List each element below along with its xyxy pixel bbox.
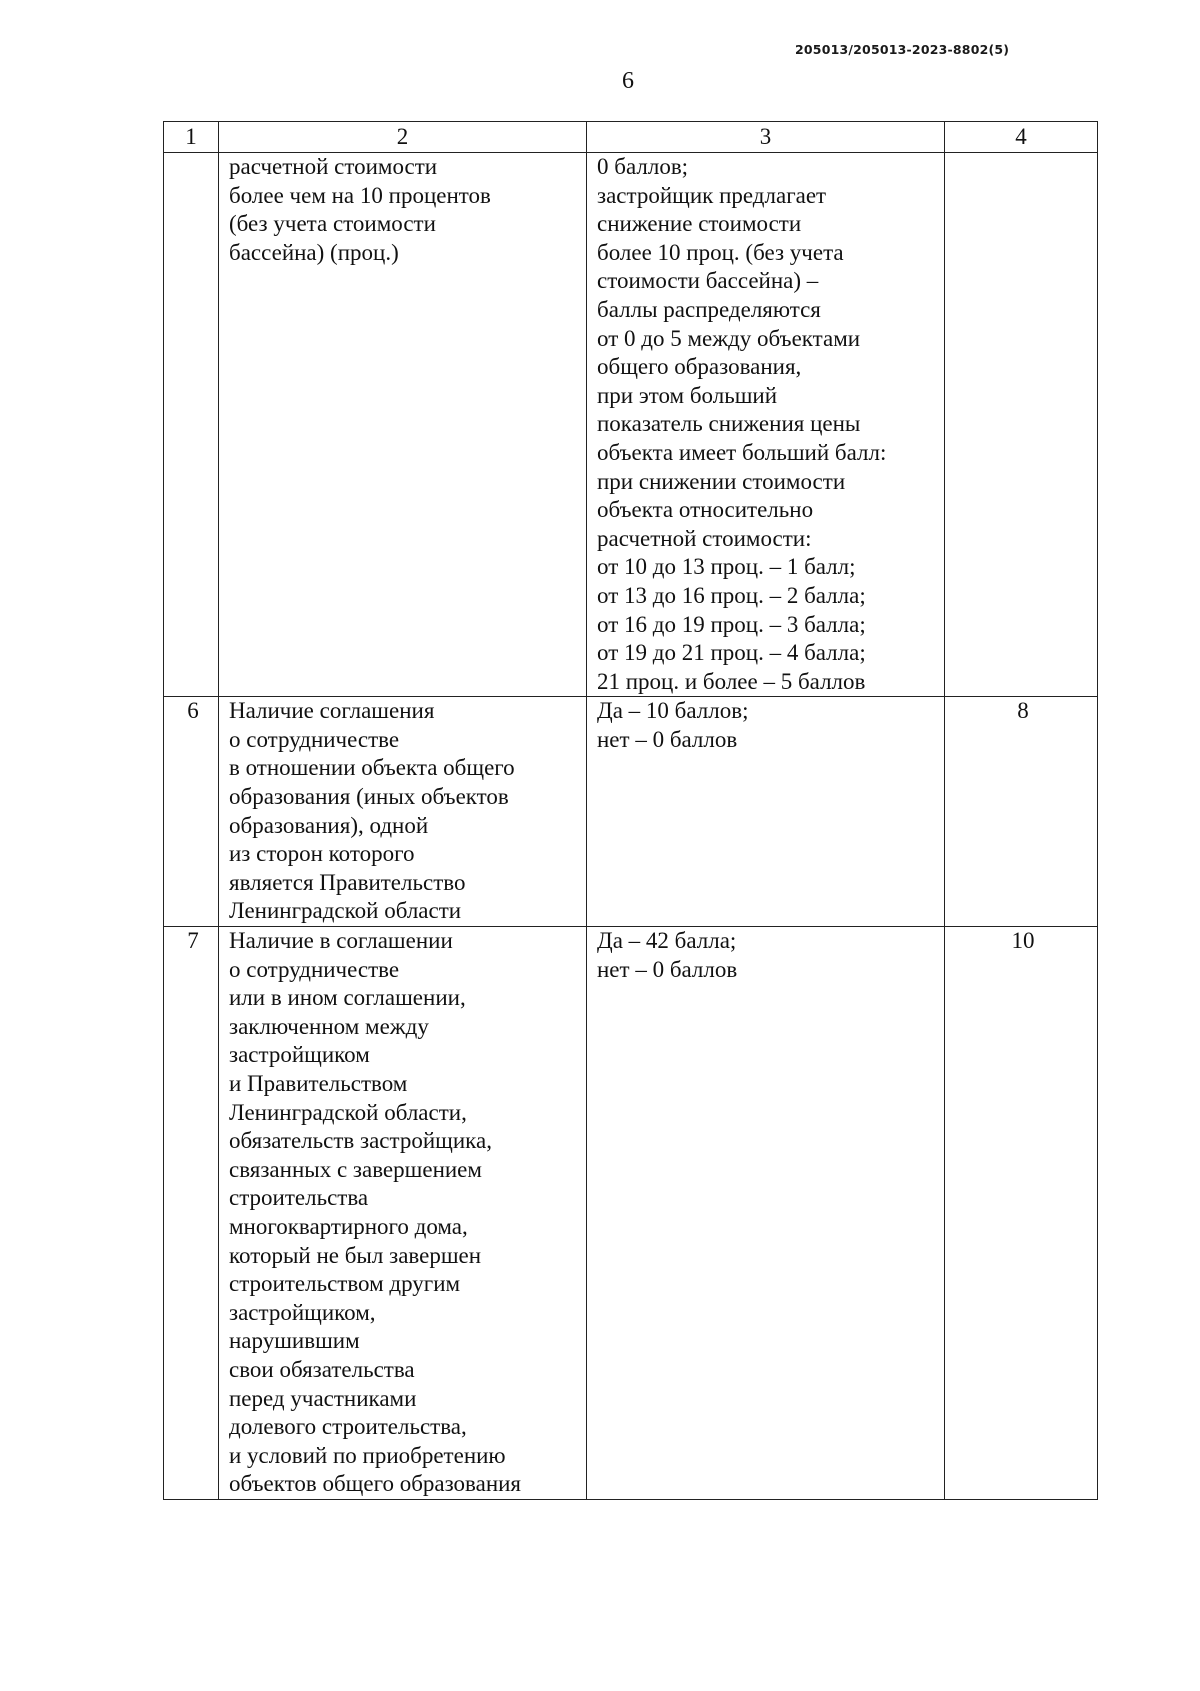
criterion-line: или в ином соглашении, xyxy=(229,985,466,1011)
scoring-line: от 13 до 16 проц. – 2 балла; xyxy=(597,582,866,608)
criterion-line: обязательств застройщика, xyxy=(229,1128,492,1154)
table-row xyxy=(164,927,1098,1500)
criterion-line: объектов общего образования xyxy=(229,1471,522,1497)
column-header: 4 xyxy=(945,122,1098,153)
criteria-table xyxy=(163,121,1098,1500)
criterion-line: о сотрудничестве xyxy=(229,956,400,982)
criterion-line: застройщиком xyxy=(229,1042,370,1068)
criterion-line: заключенном между xyxy=(229,1013,429,1039)
criterion-line: (без учета стоимости xyxy=(229,211,436,237)
scoring-line: расчетной стоимости: xyxy=(597,525,812,551)
scoring-line: стоимости бассейна) – xyxy=(597,268,819,294)
scoring-line: при снижении стоимости xyxy=(597,468,846,494)
scoring-line: от 0 до 5 между объектами xyxy=(597,325,861,351)
weight-cell: 8 xyxy=(945,697,1098,927)
table-row xyxy=(164,153,1098,697)
table-header-row xyxy=(164,122,1098,153)
criterion-line: строительством другим xyxy=(229,1271,461,1297)
criterion-line: Наличие в соглашении xyxy=(229,928,453,954)
criterion-line: Наличие соглашения xyxy=(229,698,435,724)
row-number-cell xyxy=(164,153,219,697)
criterion-line: о сотрудничестве xyxy=(229,726,400,752)
weight-cell: 10 xyxy=(945,927,1098,1500)
page-number: 6 xyxy=(622,68,634,94)
criterion-line: бассейна) (проц.) xyxy=(229,239,399,265)
row-number-cell: 7 xyxy=(164,927,219,1500)
criterion-line: Ленинградской области xyxy=(229,898,462,924)
scoring-line: показатель снижения цены xyxy=(597,411,861,437)
scoring-cell xyxy=(587,153,945,697)
column-header: 1 xyxy=(164,122,219,153)
column-header: 3 xyxy=(587,122,945,153)
criterion-line: в отношении объекта общего xyxy=(229,755,515,781)
row-number-cell: 6 xyxy=(164,697,219,927)
scoring-line: 0 баллов; xyxy=(597,154,689,179)
scoring-line: нет – 0 баллов xyxy=(597,726,738,752)
scoring-line: от 10 до 13 проц. – 1 балл; xyxy=(597,554,856,580)
weight-cell xyxy=(945,153,1098,697)
criterion-line: который не был завершен xyxy=(229,1242,482,1268)
criterion-line: свои обязательства xyxy=(229,1356,415,1382)
criterion-line: застройщиком, xyxy=(229,1299,376,1325)
criterion-line: Ленинградской области, xyxy=(229,1099,467,1125)
criterion-cell xyxy=(219,153,587,697)
scoring-line: застройщик предлагает xyxy=(597,182,827,208)
column-header: 2 xyxy=(219,122,587,153)
criterion-line: строительства xyxy=(229,1185,369,1211)
criterion-line: образования), одной xyxy=(229,812,429,838)
table-row xyxy=(164,697,1098,927)
scoring-line: от 19 до 21 проц. – 4 балла; xyxy=(597,640,866,666)
criterion-line: перед участниками xyxy=(229,1385,417,1411)
criterion-line: нарушившим xyxy=(229,1328,360,1354)
document-id: 205013/205013-2023-8802(5) xyxy=(795,42,1010,57)
criterion-line: из сторон которого xyxy=(229,841,415,867)
scoring-cell xyxy=(587,697,945,927)
criterion-line: долевого строительства, xyxy=(229,1414,467,1440)
criterion-line: образования (иных объектов xyxy=(229,784,509,810)
criterion-line: многоквартирного дома, xyxy=(229,1213,468,1239)
criterion-line: является Правительство xyxy=(229,869,466,895)
scoring-line: более 10 проц. (без учета xyxy=(597,239,844,265)
criterion-cell xyxy=(219,697,587,927)
criterion-line: расчетной стоимости xyxy=(229,154,438,179)
criterion-line: связанных с завершением xyxy=(229,1156,482,1182)
scoring-line: 21 проц. и более – 5 баллов xyxy=(597,668,866,694)
criterion-line: и Правительством xyxy=(229,1071,408,1096)
scoring-line: от 16 до 19 проц. – 3 балла; xyxy=(597,611,866,637)
scoring-line: снижение стоимости xyxy=(597,211,802,237)
criterion-cell xyxy=(219,927,587,1500)
scoring-line: Да – 10 баллов; xyxy=(597,698,749,724)
scoring-cell xyxy=(587,927,945,1500)
scoring-line: общего образования, xyxy=(597,354,802,380)
scoring-line: Да – 42 балла; xyxy=(597,928,737,954)
criterion-line: и условий по приобретению xyxy=(229,1442,506,1468)
scoring-line: объекта относительно xyxy=(597,497,814,523)
scoring-line: баллы распределяются xyxy=(597,296,821,322)
scoring-line: при этом больший xyxy=(597,382,778,408)
scoring-line: объекта имеет больший балл: xyxy=(597,439,887,465)
scoring-line: нет – 0 баллов xyxy=(597,956,738,982)
criterion-line: более чем на 10 процентов xyxy=(229,182,491,208)
